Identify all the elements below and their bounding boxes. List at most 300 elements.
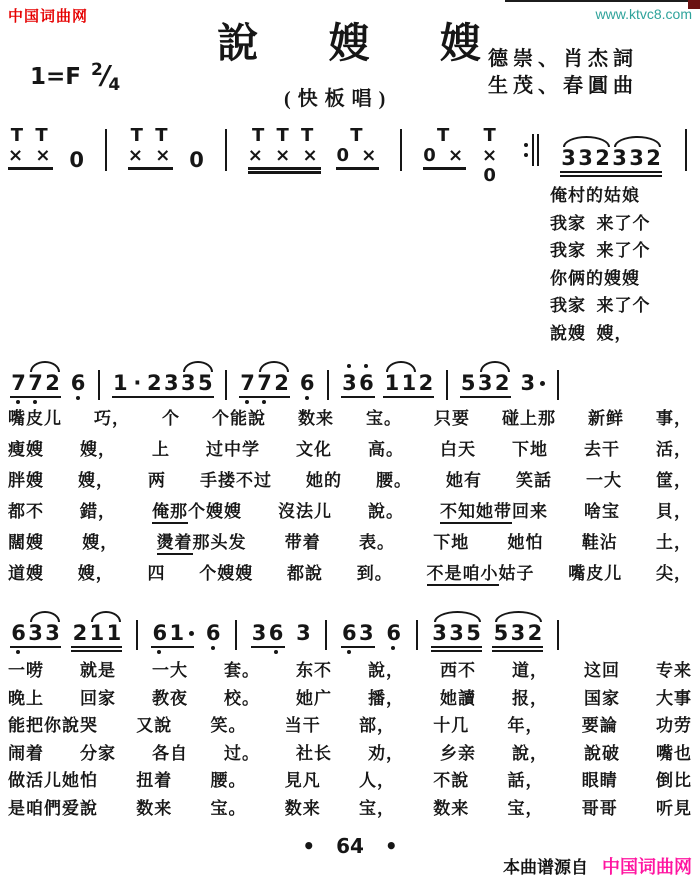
note-group [295,610,312,644]
beam-line [383,396,434,398]
octave-dots-low [205,644,222,652]
note-digit: 3 [561,146,576,170]
lyric-cell: 嫂， [78,471,114,490]
lyric-cell: 表。 [359,533,395,552]
octave-dot-high [364,364,368,368]
key-label: 1=F [30,64,81,90]
lyric-row [8,766,692,794]
lyric-cell: 带着 [284,533,321,552]
repeat-dot [524,153,528,157]
note-digit: 3 [612,146,627,170]
note-group [383,360,434,398]
percussion-row: T T T [251,125,317,146]
lyric-row [8,466,692,497]
lyric-cell: 俺那个嫂嫂 [152,497,242,522]
octave-dot-low [211,646,215,650]
lyric-cell: 貝， [656,502,692,521]
lyric-cell: 哥哥 [581,798,618,818]
percussion-row: T [350,125,366,146]
note-digit: 2 [494,371,510,395]
repeat-sign [524,128,542,172]
lyric-cell: 劝， [368,743,404,763]
lyric-underlined: 不是咱小 [427,564,499,586]
lyric-cell: 不是咱小姑子 [427,559,535,584]
note-digit: 2 [45,371,60,395]
note-digits [251,622,285,644]
refrain-line: 俺村的姑娘 [550,186,640,205]
lyric-row [8,435,692,466]
refrain-line: 說嫂 嫂， [550,323,633,343]
lyric-cell: 她有 [446,471,482,490]
note-digit: 2 [418,371,434,395]
note-digits [431,622,482,644]
lyric-cell: 大事 [656,688,692,708]
key-signature [30,60,120,95]
lyric-cell: 又說 [136,716,173,735]
beam-line [128,167,173,170]
note-digit: 3 [510,621,526,645]
octave-dot-low [391,646,395,650]
lyric-cell: 宝， [359,798,395,818]
rest-note: 0 [69,148,84,172]
note-digit: 3 [520,371,536,395]
note-digit: 6 [268,621,284,645]
page-dot-left: • [302,834,316,858]
note-digit: · [133,371,142,395]
note-digit: 1 [106,621,122,645]
beam-line [341,396,375,398]
lyric-cell: 新鲜 [588,409,624,428]
note-digit: 5 [493,621,509,645]
lyric-cell: 听見 [656,798,692,818]
refrain-line: 我家 来了个 [550,296,651,315]
note-digit: 6 [299,371,315,395]
lyric-cell: 个嫂嫂 [199,564,254,583]
note-group [71,610,122,652]
page-number-value: 64 [336,834,364,858]
lyric-cell: 一大 [586,471,622,490]
note-digits [70,372,87,394]
lyricist-credit: 德崇、肖杰詞 [488,48,638,70]
octave-dot-low [347,650,351,654]
lyric-cell: 一大 [152,661,188,680]
beam-line [423,167,466,170]
lyric-cell: 校。 [224,688,260,708]
refrain-lyrics-block [550,182,651,347]
barline [235,620,237,650]
note-digit: 7 [11,371,26,395]
lyric-cell: 功劳 [656,716,692,735]
note-digit: 5 [466,621,481,645]
note-digit: 3 [578,146,593,170]
lyric-cell: 巧， [94,409,130,428]
lyric-cell: 要論 [581,716,618,735]
lyric-cell: 晚上 [8,688,44,708]
note-digits [341,622,375,644]
note-group [492,610,543,652]
percussion-row: T [483,125,499,146]
note-digit: 3 [358,621,374,645]
source-site-link[interactable]: 中国词曲网 [602,857,692,877]
lyric-cell: 笑話 [516,471,552,490]
note-group [151,610,194,656]
barline [557,370,559,400]
lyric-row [8,684,692,712]
lyric-cell: 各自 [152,743,188,763]
lyric-cell: 闊嫂 [8,533,44,552]
note-digits [519,372,545,394]
lyric-row [8,794,692,822]
lyric-cell: 都不 [8,502,44,521]
beam-line [431,646,482,648]
note-digit: 2 [274,371,289,395]
lyric-cell: 到。 [356,564,393,583]
lyric-underlined: 燙着 [157,533,193,555]
lyric-cell: 說。 [368,502,404,521]
lyric-cell: 宝。 [210,798,247,818]
note-digits [385,622,402,644]
lyric-row [8,656,692,684]
lyric-cell: 报， [512,688,548,708]
lyric-cell: 四 [147,564,166,583]
note-digit: 6 [341,621,357,645]
percussion-group [128,126,173,170]
octave-dots-low [341,648,375,656]
lyric-cell: 話， [507,771,544,790]
percussion-group [248,126,321,174]
beam-line [8,167,53,170]
lyric-cell: 瘦嫂 [8,440,44,459]
lyric-cell: 碰上那 [502,409,556,428]
lyric-cell: 下地 [433,533,470,552]
lyric-cell: 嫂， [77,564,114,583]
refrain-line: 我家 来了个 [550,241,651,260]
note-digits [10,372,61,394]
barline [327,370,329,400]
lyric-cell: 她广 [296,688,332,708]
percussion-group [482,126,500,186]
note-digit: 2 [527,621,543,645]
lyric-cell: 能把你說哭 [8,716,98,735]
lyric-cell: 她讀 [440,688,476,708]
lyric-cell: 鞋沾 [581,533,618,552]
lyric-cell: 国家 [584,688,620,708]
lyric-row [8,404,692,435]
lyric-cell: 啥宝 [584,502,620,521]
lyric-cell: 見凡 [284,771,321,790]
lyric-cell: 嫂， [82,533,119,552]
percussion-row: 0 [483,165,499,186]
barline [136,620,138,650]
lyric-cell: 个 [162,409,180,428]
note-group [341,360,375,398]
lyric-cell: 白天 [440,440,476,459]
source-prefix-label: 本曲谱源自 [503,858,588,877]
lyric-cell: 专来 [656,661,692,680]
lyric-cell: 是咱們爱說 [8,798,98,818]
lyric-cell: 年， [507,716,544,735]
note-digit: 2 [595,146,610,170]
lyric-cell: 播， [368,688,404,708]
percussion-row: 0 × [336,145,380,166]
lyric-cell: 笑。 [210,716,247,735]
note-digit: 3 [432,621,447,645]
percussion-row: T [437,125,453,146]
octave-dot-low [305,396,309,400]
beam-line [492,650,543,652]
note-group [560,135,662,177]
octave-dot-low [16,650,20,654]
note-digits [112,372,214,394]
note-digits [383,372,434,394]
note-group [251,610,285,656]
lyric-row [8,528,692,559]
lyric-cell: 說， [368,661,404,680]
refrain-line: 我家 来了个 [550,213,651,233]
lyric-underlined: 不知她带 [440,502,512,524]
note-digit: 2 [72,621,88,645]
lyric-cell: 套。 [224,661,260,680]
lyric-cell: 扭着 [136,771,173,790]
note-digit: 3 [296,621,311,645]
notation-system-1 [8,126,692,186]
lyric-cell: 下地 [512,440,548,459]
lyric-cell: 这回 [584,661,620,680]
lyric-cell: 她的 [306,471,342,490]
percussion-row: × × × [247,145,321,166]
note-group [431,610,482,652]
beam-line [560,175,662,177]
octave-dot-low [76,396,80,400]
beam-line [431,650,482,652]
note-group [239,360,290,406]
note-group [205,610,222,652]
lyric-cell: 眼睛 [581,771,618,790]
repeat-barline [537,134,539,166]
octave-dots-low [70,394,87,402]
note-digits [205,622,222,644]
lyric-cell: 嘴皮儿 [8,409,62,428]
scan-edge-line [505,0,688,2]
lyric-cell: 沒法儿 [278,502,332,521]
lyric-cell: 都說 [287,564,323,583]
note-digit: 7 [257,371,272,395]
note-digit: 3 [181,371,196,395]
octave-dot-low [157,650,161,654]
lyric-cell: 文化 [296,440,332,459]
lyric-cell: 筐， [656,471,692,490]
octave-dot-high [347,364,351,368]
lyric-cell: 部， [359,716,395,735]
duration-dot [189,631,194,636]
beam-line [71,646,122,648]
barline [416,620,418,650]
lyric-cell: 宝。 [366,409,402,428]
note-digits [560,147,662,169]
note-digit: 3 [45,621,60,645]
note-group [519,360,545,394]
percussion-row: T T [130,125,171,146]
lyric-cell: 道嫂 [8,564,44,583]
repeat-dots [524,143,528,157]
barline [105,129,107,171]
lyric-cell: 說， [512,743,548,763]
lyric-cell: 乡亲 [440,743,476,763]
rest-note: 0 [189,148,204,172]
barline [400,129,402,171]
lyric-cell: 手搂不过 [200,471,272,490]
note-group [385,610,402,652]
note-digit: 1 [384,371,400,395]
duration-dot [540,381,545,386]
lyric-cell: 宝， [507,798,544,818]
note-digit: 6 [386,621,402,645]
note-group [299,360,316,402]
note-digit: 3 [28,621,43,645]
barline [225,129,227,171]
composer-credit: 生茂、春圓曲 [488,75,638,97]
note-group [460,360,511,398]
note-digits [492,622,543,644]
percussion-row: × × [127,145,174,166]
lyric-cell: 她怕 [507,533,544,552]
note-digit: 3 [251,621,267,645]
note-digit: 1 [113,371,128,395]
beam-line [112,396,214,398]
percussion-row: T T [10,125,51,146]
note-group [10,360,61,406]
lyric-cell: 胖嫂 [8,471,44,490]
percussion-group [336,126,379,170]
lyric-cell: 一唠 [8,661,44,680]
octave-dot-low [274,650,278,654]
lyric-cell: 东不 [296,661,332,680]
note-digits [10,622,61,644]
lyric-cell: 只要 [434,409,470,428]
notation-system-3 [8,610,564,656]
credits [488,46,638,100]
lyric-cell: 上 [152,440,170,459]
note-group [112,360,214,398]
lyric-row [8,739,692,767]
lyric-cell: 数来 [298,409,334,428]
octave-dots-low [385,644,402,652]
beam-line [336,167,379,170]
song-title: 說 嫂 嫂 [217,20,483,66]
meter-slash: / [100,61,111,91]
note-digit: 1 [169,621,185,645]
lyric-row [8,711,692,739]
lyric-cell: 数来 [284,798,321,818]
note-digit: 6 [70,371,86,395]
lyric-cell: 土， [656,533,692,552]
source-attribution [503,853,692,879]
percussion-row: × × [8,145,54,166]
lyric-cell: 去干 [584,440,620,459]
lyric-cell: 嘴皮儿 [568,564,623,583]
meter-denominator: 4 [108,75,121,95]
barline [325,620,327,650]
lyric-cell: 腰。 [210,771,247,790]
lyric-cell: 十几 [433,716,470,735]
note-digit: 7 [240,371,255,395]
lyrics-system-3 [8,656,692,821]
beam-line [248,167,321,170]
lyric-cell: 活， [656,440,692,459]
lyric-cell: 說破 [584,743,620,763]
lyric-cell: 数来 [136,798,173,818]
note-digit: 6 [152,621,168,645]
note-digit: 5 [460,371,476,395]
octave-dots-low [151,648,194,656]
note-digit: 3 [629,146,644,170]
lyric-cell: 不說 [433,771,470,790]
barline [685,129,687,171]
note-digits [239,372,290,394]
lyric-cell: 倒比 [656,771,692,790]
barline [557,620,559,650]
note-digit: 2 [646,146,661,170]
barline [225,370,227,400]
lyric-cell: 嘴也 [656,743,692,763]
lyric-cell: 人， [359,771,395,790]
note-group [10,610,61,656]
note-digit: 1 [401,371,417,395]
note-digits [151,622,194,644]
lyric-cell: 两 [148,471,166,490]
note-digit: 3 [341,372,358,394]
percussion-group [8,126,53,170]
notation-system-2 [8,360,564,406]
lyric-cell: 燙着那头发 [157,528,247,553]
site-watermark-left[interactable]: 中国词曲网 [8,9,89,25]
note-digit: 3 [164,371,179,395]
note-digit: 6 [11,621,26,645]
lyric-row [8,497,692,528]
note-digit: 5 [198,371,213,395]
note-digits [460,372,511,394]
octave-dots-low [299,394,316,402]
percussion-row: × [482,145,501,166]
note-digit: 2 [147,371,162,395]
lyric-cell: 事， [656,409,692,428]
lyric-cell: 社长 [296,743,332,763]
barline [446,370,448,400]
beam-line [492,646,543,648]
lyric-cell: 当干 [284,716,321,735]
lyric-cell: 嫂， [80,440,116,459]
octave-dots-low [251,648,285,656]
lyric-cell: 数来 [433,798,470,818]
note-digit: 7 [28,371,43,395]
lyric-cell: 过。 [224,743,260,763]
lyric-cell: 錯， [80,502,116,521]
note-digits [299,372,316,394]
barline [98,370,100,400]
lyric-cell: 尖， [656,564,692,583]
site-url-right[interactable]: www.ktvc8.com [595,6,692,22]
repeat-barline [532,134,534,166]
lyric-cell: 就是 [80,661,116,680]
beam-line [560,171,662,173]
note-digits [295,622,312,644]
lyric-cell: 回家 [80,688,116,708]
note-digit: 6 [358,372,375,394]
note-digit: 3 [477,371,493,395]
refrain-line: 你俩的嫂嫂 [550,268,640,288]
note-group [341,610,375,656]
note-group [70,360,87,402]
